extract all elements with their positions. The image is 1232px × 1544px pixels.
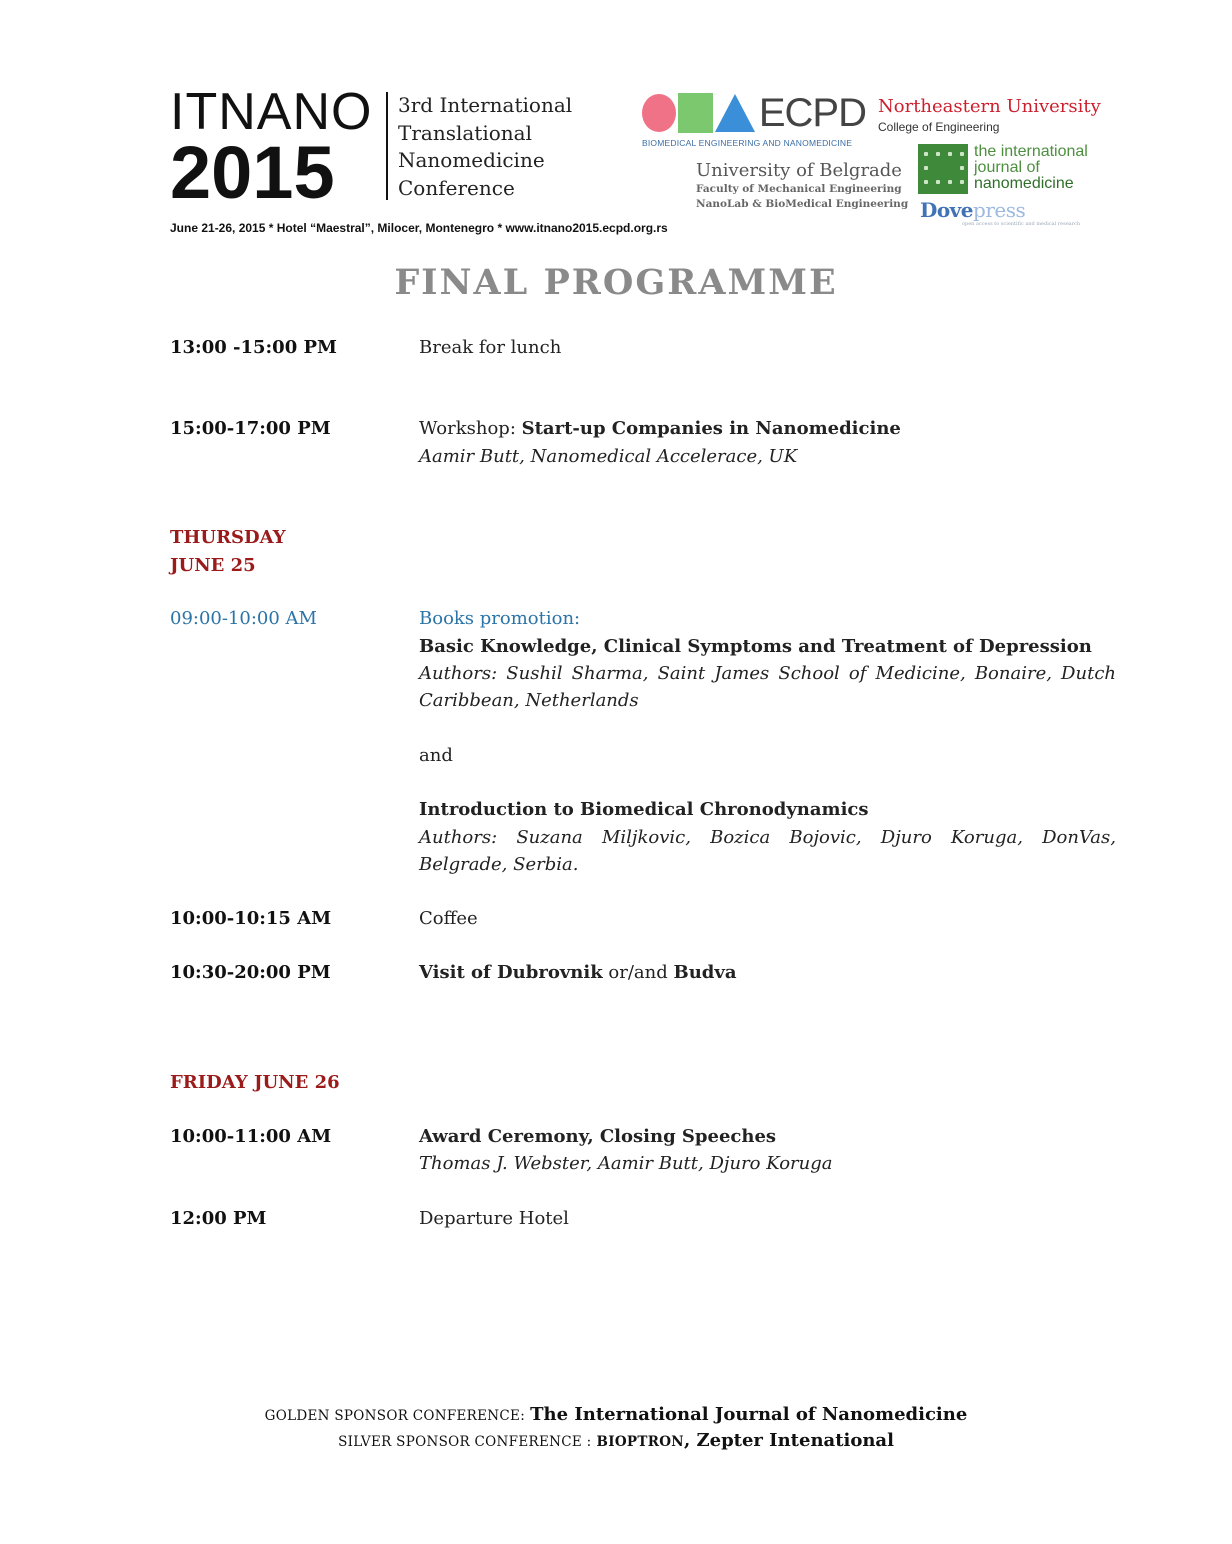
ecpd-logo (642, 92, 866, 148)
day-heading-line: THURSDAY (170, 527, 286, 548)
visit-place: Budva (673, 962, 737, 983)
conference-name-line: Translational (398, 120, 532, 145)
silver-sponsor (0, 1430, 1232, 1451)
session-speaker: Aamir Butt, Nanomedical Accelerace, UK (419, 446, 798, 467)
book-authors: Belgrade, Serbia. (419, 854, 579, 875)
logo-divider (386, 92, 388, 200)
session-time: 10:00-10:15 AM (170, 908, 332, 929)
session-time: 12:00 PM (170, 1208, 267, 1229)
page-title: FINAL PROGRAMME (394, 262, 838, 303)
itnano-logo (170, 83, 373, 214)
ijn-line: nanomedicine (974, 175, 1074, 192)
dovepress-press: press (973, 198, 1026, 222)
visit-connector: or/and (602, 962, 674, 983)
dovepress-logo (920, 198, 1025, 222)
logo-year-text: 2015 (170, 131, 335, 214)
visit-place: Visit of Dubrovnik (419, 962, 603, 983)
session-time: 09:00-10:00 AM (170, 608, 317, 629)
belgrade-logo (696, 160, 908, 211)
green-square-icon (678, 93, 713, 133)
books-promotion-label: Books promotion: (419, 608, 581, 629)
conference-name-line: Nanomedicine (398, 148, 545, 172)
ecpd-wordmark: ECPD (758, 90, 866, 135)
session-speaker: Thomas J. Webster, Aamir Butt, Djuro Koruga (419, 1153, 833, 1174)
conference-name-line: Conference (398, 175, 515, 200)
sponsor-label: GOLDEN SPONSOR CONFERENCE: (264, 1408, 526, 1424)
session-description (419, 418, 901, 439)
pink-circle-icon (642, 94, 676, 132)
session-time: 15:00-17:00 PM (170, 418, 331, 439)
workshop-title: Start-up Companies in Nanomedicine (521, 418, 901, 439)
northeastern-college: College of Engineering (878, 120, 1000, 134)
session-title: Award Ceremony, Closing Speeches (419, 1126, 777, 1147)
ijn-line: the international (974, 143, 1088, 160)
conference-name (398, 92, 572, 202)
golden-sponsor (0, 1404, 1232, 1425)
session-description (419, 962, 737, 983)
session-time: 10:30-20:00 PM (170, 962, 331, 983)
ecpd-subtitle: BIOMEDICAL ENGINEERING AND NANOMEDICINE (642, 138, 853, 148)
ijn-line: journal of (974, 159, 1040, 176)
dovepress-tagline: open access to scientific and medical research (962, 221, 1081, 227)
and-text: and (419, 745, 453, 766)
day-heading-thursday (170, 524, 286, 580)
session-description: Departure Hotel (419, 1208, 569, 1229)
book-title: Basic Knowledge, Clinical Symptoms and Treatment of Depression (419, 636, 1092, 657)
northeastern-logo (878, 96, 1101, 134)
blue-triangle-icon (715, 94, 755, 132)
day-heading-line: JUNE 25 (170, 555, 256, 576)
sponsor-name: , Zepter Intenational (683, 1430, 894, 1451)
dovepress-dove: Dove (920, 198, 974, 222)
sponsor-name: The International Journal of Nanomedicine (530, 1404, 968, 1425)
ijn-grid-icon (918, 144, 968, 194)
belgrade-name: University of Belgrade (696, 160, 902, 181)
book-authors: Authors: Sushil Sharma, Saint James School of Medicine, Bonaire, Dutch (419, 663, 1116, 684)
book-title: Introduction to Biomedical Chronodynamics (419, 799, 869, 820)
session-description: Coffee (419, 908, 478, 929)
day-heading-friday: FRIDAY JUNE 26 (170, 1072, 340, 1093)
sponsor-name: BIOPTRON (596, 1434, 684, 1450)
conference-details: June 21-26, 2015 * Hotel “Maestral”, Milocer, Montenegro * www.itnano2015.ecpd.org.rs (170, 221, 668, 235)
session-time: 10:00-11:00 AM (170, 1126, 332, 1147)
ijn-logo (918, 144, 1088, 194)
logo-itnano-text: ITNANO (170, 83, 373, 141)
workshop-prefix: Workshop: (419, 418, 522, 439)
belgrade-lab: NanoLab & BioMedical Engineering (696, 198, 909, 210)
conference-name-line: 3rd International (398, 93, 573, 117)
northeastern-name: Northeastern University (878, 96, 1101, 117)
book-authors: Authors: Suzana Miljkovic, Bozica Bojovic, Djuro Koruga, DonVas, (419, 827, 1116, 848)
book-authors: Caribbean, Netherlands (419, 690, 639, 711)
belgrade-faculty: Faculty of Mechanical Engineering (696, 183, 902, 195)
sponsor-label: SILVER SPONSOR CONFERENCE : (338, 1434, 592, 1450)
session-description: Break for lunch (419, 337, 562, 358)
session-time: 13:00 -15:00 PM (170, 337, 337, 358)
